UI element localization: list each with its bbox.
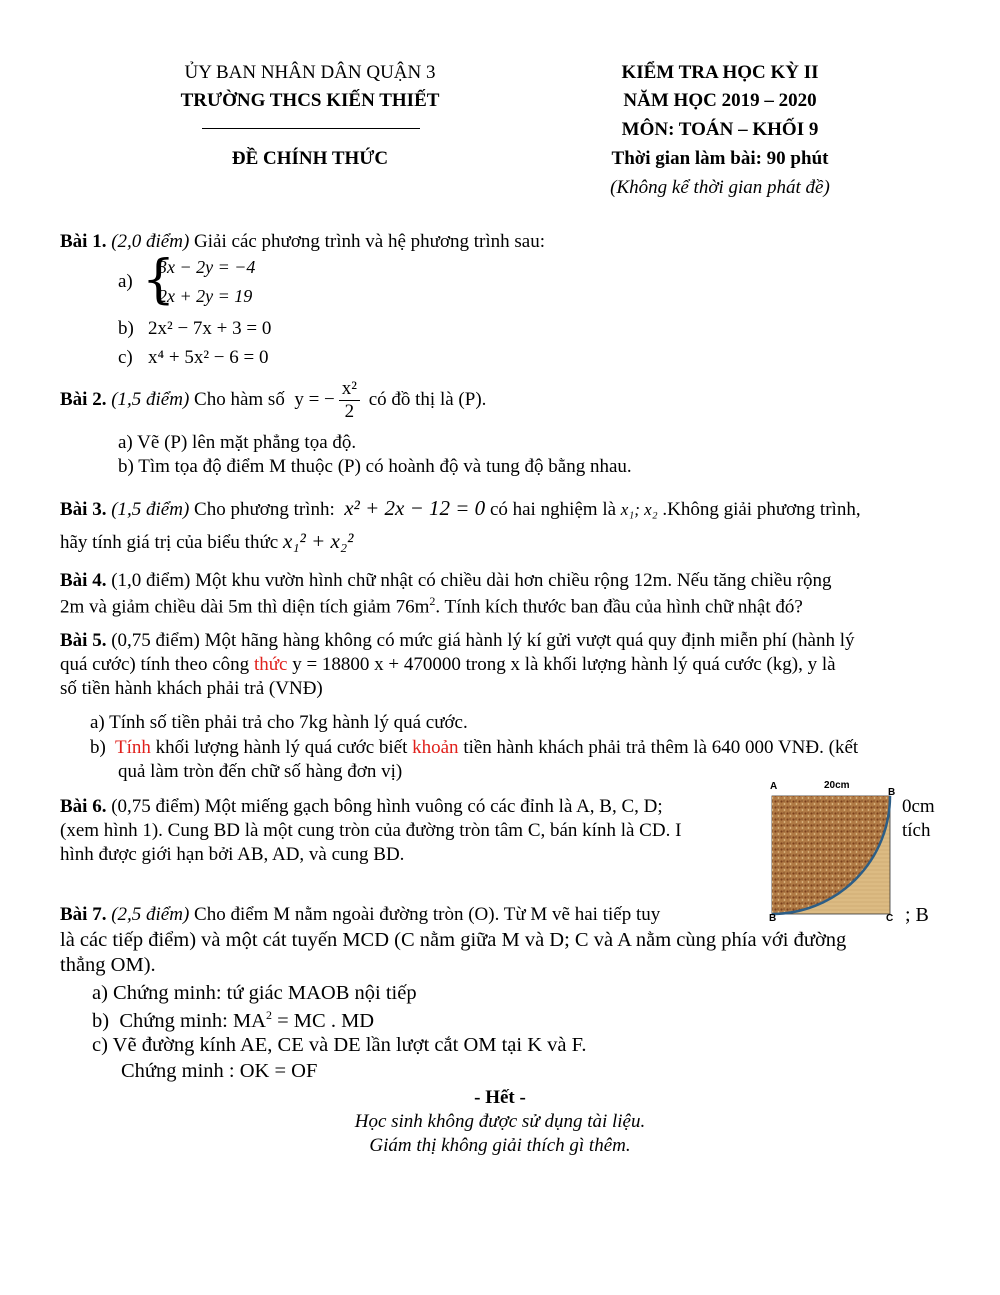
bai6-line2: (xem hình 1). Cung BD là một cung tròn của đường tròn tâm C, bán kính là CD. I bbox=[60, 820, 682, 841]
bai6-line1-tail: 0cm bbox=[902, 796, 935, 817]
bai3-line1 bbox=[60, 496, 861, 521]
bai6-text1: (0,75 điểm) Một miếng gạch bông hình vuông có các đỉnh là A, B, C, D; bbox=[106, 796, 663, 817]
footer-note-1: Học sinh không được sử dụng tài liệu. bbox=[354, 1111, 646, 1132]
bai2-frac-num: x² bbox=[339, 378, 360, 401]
bai1-title: Bài 1. bbox=[60, 231, 107, 252]
bai7-c2: Chứng minh : OK = OF bbox=[121, 1060, 318, 1082]
bai2-heading bbox=[60, 374, 486, 426]
bai7-b-post: = MC . MD bbox=[271, 1009, 375, 1032]
tile-drawing bbox=[762, 776, 898, 921]
bai3-expression: x₁² + x₂² bbox=[282, 529, 354, 553]
bai7-line1-tail: ; B bbox=[905, 904, 929, 926]
bai3-text1: Cho phương trình: bbox=[189, 499, 340, 520]
tile-figure bbox=[762, 776, 898, 921]
bai4-line1 bbox=[60, 570, 832, 592]
bai1-b-label: b) bbox=[118, 318, 134, 339]
bai7-b-sup: 2 bbox=[265, 1008, 272, 1022]
bai5-text2b: y = 18800 x + 470000 trong x là khối lượng hành lý quá cước (kg), y là bbox=[287, 654, 836, 675]
duration-note: (Không kể thời gian phát đề) bbox=[610, 177, 830, 198]
bai5-b bbox=[90, 737, 858, 759]
bai7-b bbox=[92, 1008, 374, 1033]
header-school: TRƯỜNG THCS KIẾN THIẾT bbox=[180, 90, 440, 111]
bai7-b-pre: b) Chứng minh: MA bbox=[92, 1009, 266, 1032]
bai3-points: (1,5 điểm) bbox=[111, 499, 190, 520]
bai2-title: Bài 2. bbox=[60, 389, 107, 410]
bai7-points: (2,5 điểm) bbox=[111, 904, 190, 925]
exam-title: KIỂM TRA HỌC KỲ II bbox=[621, 62, 819, 83]
bai2-text-after: có đồ thị là (P). bbox=[363, 389, 487, 410]
bai4-title: Bài 4. bbox=[60, 570, 107, 591]
bai5-b-label: b) bbox=[90, 737, 115, 758]
bai1-a-label: a) bbox=[118, 271, 133, 292]
bai2-frac-den: 2 bbox=[344, 400, 355, 422]
bai2-a: a) Vẽ (P) lên mặt phẳng tọa độ. bbox=[118, 432, 357, 453]
bai2-b: b) Tìm tọa độ điểm M thuộc (P) có hoành độ và tung độ bằng nhau. bbox=[118, 456, 632, 477]
bai7-line2: là các tiếp điểm) và một cát tuyến MCD (C nằm giữa M và D; C và A nằm cùng phía với đường bbox=[60, 929, 847, 951]
bai5-line1 bbox=[60, 630, 855, 652]
bai4-text2a: 2m và giảm chiều dài 5m thì diện tích giảm 76m bbox=[60, 596, 430, 618]
bai7-line1 bbox=[60, 904, 660, 926]
bai5-title: Bài 5. bbox=[60, 630, 107, 651]
label-dimension: 20cm bbox=[824, 780, 850, 791]
bai6-line2-tail: tích bbox=[902, 820, 931, 841]
bai3-text3: .Không giải phương trình, bbox=[657, 499, 861, 520]
bai7-a: a) Chứng minh: tứ giác MAOB nội tiếp bbox=[92, 982, 417, 1004]
bai1-c-eq: x⁴ + 5x² − 6 = 0 bbox=[148, 347, 269, 368]
bai1-heading bbox=[60, 231, 545, 253]
footer-note-2: Giám thị không giải thích gì thêm. bbox=[369, 1135, 631, 1156]
label-b-bottom: B bbox=[769, 913, 777, 921]
bai1-text: Giải các phương trình và hệ phương trình sau: bbox=[189, 231, 545, 252]
bai1-points: (2,0 điểm) bbox=[111, 231, 190, 252]
bai5-text2a: quá cước) tính theo công bbox=[60, 654, 254, 675]
bai4-line2 bbox=[60, 594, 803, 618]
duration: Thời gian làm bài: 90 phút bbox=[611, 148, 829, 169]
header-divider bbox=[202, 128, 420, 129]
bai5-b-line2: quả làm tròn đến chữ số hàng đơn vị) bbox=[118, 761, 403, 782]
label-c: C bbox=[886, 913, 894, 921]
header-authority: ỦY BAN NHÂN DÂN QUẬN 3 bbox=[184, 62, 436, 83]
school-year: NĂM HỌC 2019 – 2020 bbox=[623, 90, 817, 111]
header-official: ĐỀ CHÍNH THỨC bbox=[231, 148, 389, 169]
bai5-b-text1: khối lượng hành lý quá cước biết bbox=[150, 737, 413, 758]
bai7-c: c) Vẽ đường kính AE, CE và DE lần lượt cắt OM tại K và F. bbox=[92, 1034, 587, 1056]
bai2-text-before: Cho hàm số y = − bbox=[189, 389, 335, 410]
system-brace: { bbox=[142, 250, 176, 310]
bai5-line3: số tiền hành khách phải trả (VNĐ) bbox=[60, 678, 323, 699]
bai1-b-eq: 2x² − 7x + 3 = 0 bbox=[148, 318, 272, 339]
bai2-points: (1,5 điểm) bbox=[111, 389, 190, 410]
bai6-title: Bài 6. bbox=[60, 796, 107, 817]
bai3-line2-text: hãy tính giá trị của biểu thức bbox=[60, 532, 283, 553]
bai5-b-red1: Tính bbox=[114, 737, 151, 758]
bai6-line1 bbox=[60, 796, 663, 818]
bai5-b-text2: tiền hành khách phải trả thêm là 640 000 VNĐ. (kết bbox=[458, 737, 859, 758]
bai4-sup: 2 bbox=[429, 594, 436, 608]
bai7-line3: thẳng OM). bbox=[60, 954, 156, 976]
bai3-roots: x₁; x₂ bbox=[620, 500, 658, 519]
bai7-title: Bài 7. bbox=[60, 904, 107, 925]
bai3-equation: x² + 2x − 12 = 0 bbox=[344, 496, 486, 520]
bai6-line3: hình được giới hạn bởi AB, AD, và cung BD. bbox=[60, 844, 405, 865]
label-b-top: B bbox=[888, 787, 896, 798]
bai1-a-eq2: 2x + 2y = 19 bbox=[158, 286, 253, 306]
label-a: A bbox=[770, 781, 778, 792]
end-marker: - Hết - bbox=[474, 1087, 526, 1108]
bai5-b-red2: khoản bbox=[412, 737, 459, 758]
bai5-line2 bbox=[60, 654, 836, 676]
bai3-text2: có hai nghiệm là bbox=[485, 499, 621, 520]
bai2-fraction bbox=[339, 378, 360, 423]
bai5-red-word: thức bbox=[253, 654, 288, 675]
bai4-text1: (1,0 điểm) Một khu vườn hình chữ nhật có chiều dài hơn chiều rộng 12m. Nếu tăng chiều rộng bbox=[106, 570, 832, 591]
bai1-c-label: c) bbox=[118, 347, 133, 368]
bai1-a-eq1: 3x − 2y = −4 bbox=[158, 257, 256, 277]
bai5-a: a) Tính số tiền phải trả cho 7kg hành lý quá cước. bbox=[90, 712, 468, 733]
bai5-text1: (0,75 điểm) Một hãng hàng không có mức giá hành lý kí gửi vượt quá quy định miễn phí (hành lý bbox=[106, 630, 855, 651]
bai3-title: Bài 3. bbox=[60, 499, 107, 520]
bai3-line2 bbox=[60, 529, 353, 554]
bai7-text1: Cho điểm M nằm ngoài đường tròn (O). Từ M vẽ hai tiếp tuy bbox=[189, 904, 661, 925]
bai4-text2b: . Tính kích thước ban đầu của hình chữ nhật đó? bbox=[435, 596, 803, 618]
subject: MÔN: TOÁN – KHỐI 9 bbox=[621, 119, 819, 140]
